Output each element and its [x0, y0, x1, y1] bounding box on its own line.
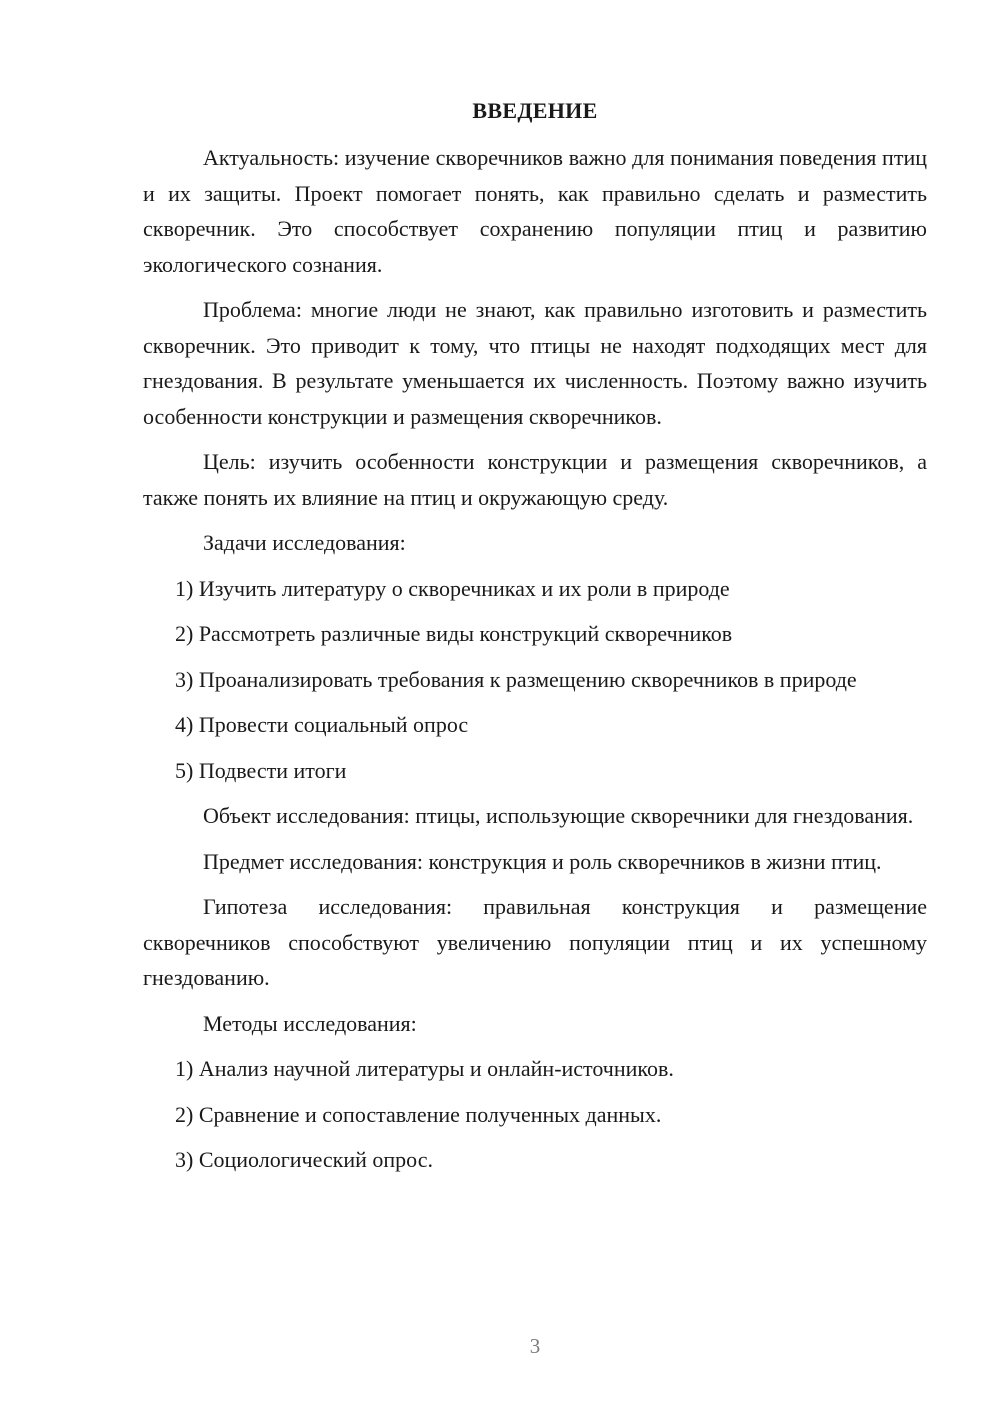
goal-paragraph: Цель: изучить особенности конструкции и размещения скворечников, а также понять их влияние на птиц и окружающую среду. — [143, 449, 927, 510]
task-item: 3) Проанализировать требования к размещению скворечников в природе — [175, 666, 857, 692]
relevance-paragraph: Актуальность: изучение скворечников важно для понимания поведения птиц и их защиты. Проект помогает понять, как правильно сделать и разместить скворечник. Это способствует сохранению популяции птиц и развитию экологического сознания. — [143, 145, 927, 277]
task-item: 2) Рассмотреть различные виды конструкций скворечников — [175, 621, 733, 646]
problem-paragraph: Проблема: многие люди не знают, как правильно изготовить и разместить скворечник. Это приводит к тому, что птицы не находят подходящих мест для гнездования. В результате уменьшается их численность. Поэтому важно изучить особенности конструкции и размещения скворечников. — [143, 297, 927, 429]
hypothesis-paragraph: Гипотеза исследования: правильная конструкция и размещение скворечников способствуют увеличению популяции птиц и их успешному гнездованию. — [143, 894, 927, 990]
method-item: 1) Анализ научной литературы и онлайн-источников. — [175, 1056, 674, 1081]
subject-paragraph: Предмет исследования: конструкция и роль скворечников в жизни птиц. — [203, 848, 882, 874]
method-item: 3) Социологический опрос. — [175, 1147, 433, 1172]
tasks-heading: Задачи исследования: — [203, 530, 406, 555]
page-number: 3 — [529, 1334, 541, 1358]
page-content — [143, 96, 927, 1188]
task-item: 1) Изучить литературу о скворечниках и их роли в природе — [175, 575, 730, 601]
task-item: 4) Провести социальный опрос — [175, 712, 469, 737]
task-item: 5) Подвести итоги — [175, 757, 347, 783]
method-item: 2) Сравнение и сопоставление полученных данных. — [175, 1101, 662, 1127]
methods-heading: Методы исследования: — [203, 1010, 417, 1036]
object-paragraph: Объект исследования: птицы, использующие скворечники для гнездования. — [203, 803, 914, 828]
section-title: ВВЕДЕНИЕ — [472, 98, 598, 123]
